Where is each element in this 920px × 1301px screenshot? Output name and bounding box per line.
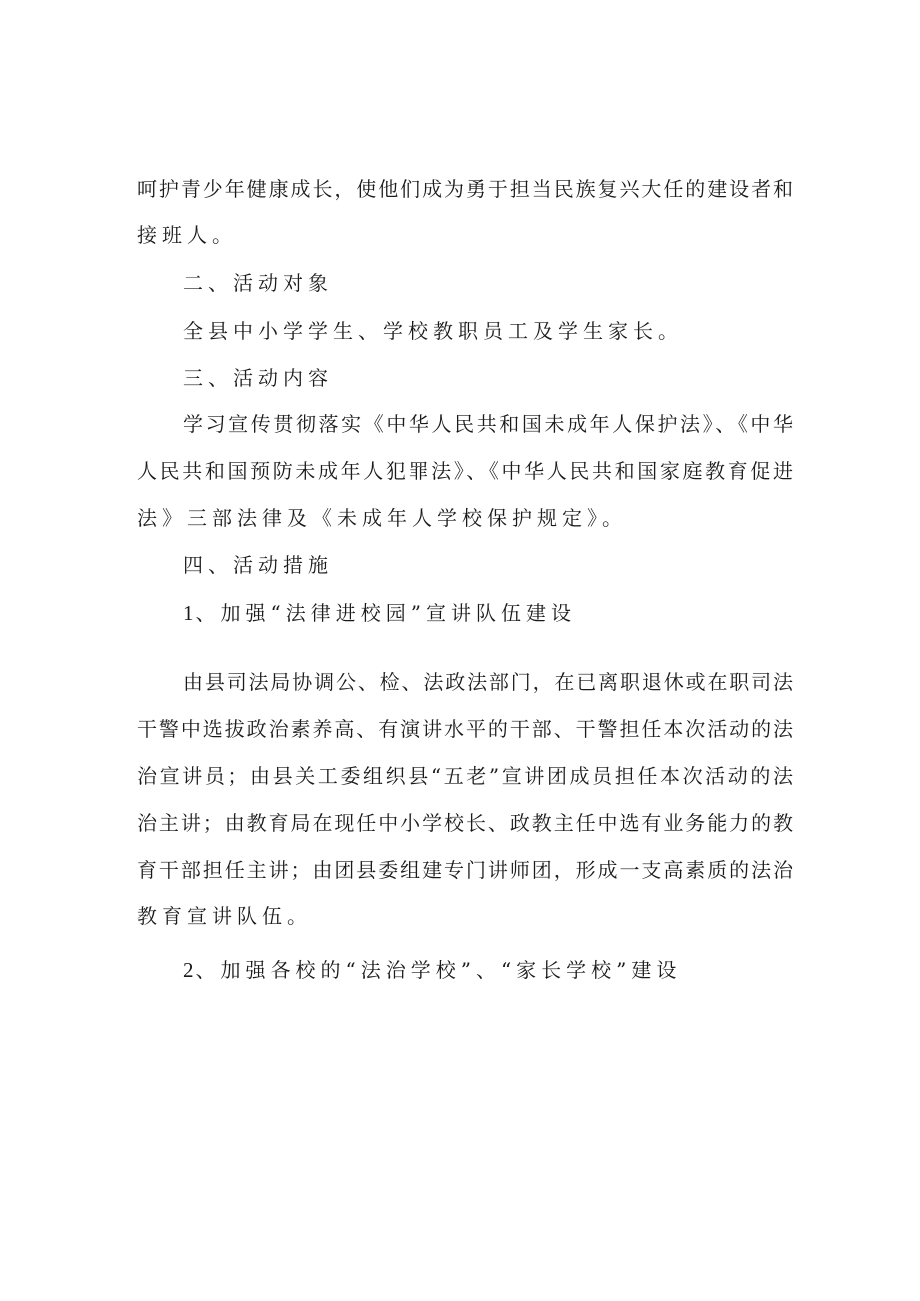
item1-line-4: 治主讲；由教育局在现任中小学校长、政教主任中选有业务能力的教 bbox=[137, 811, 793, 835]
item1-number: 1 bbox=[183, 601, 194, 625]
item1-line-6: 教育宣讲队伍。 bbox=[137, 904, 312, 928]
item2-title: 、加强各校的“法治学校”、“家长学校”建设 bbox=[195, 958, 682, 982]
activity-content-line-1: 学习宣传贯彻落实《中华人民共和国未成年人保护法》、《中华 bbox=[183, 412, 793, 436]
section-heading-activity-measures: 四、活动措施 bbox=[183, 553, 333, 577]
section-heading-target-audience: 二、活动对象 bbox=[183, 271, 333, 295]
item2-number: 2 bbox=[183, 958, 194, 982]
item1-heading bbox=[183, 598, 576, 628]
item1-line-1: 由县司法局协调公、检、法政法部门，在已离职退休或在职司法 bbox=[183, 670, 793, 694]
item1-line-2: 干警中选拔政治素养高、有演讲水平的干部、干警担任本次活动的法 bbox=[137, 717, 793, 741]
item1-line-3: 治宣讲员；由县关工委组织县“五老”宣讲团成员担任本次活动的法 bbox=[137, 764, 793, 788]
intro-line-2: 接班人。 bbox=[137, 223, 237, 247]
intro-line-1: 呵护青少年健康成长，使他们成为勇于担当民族复兴大任的建设者和 bbox=[137, 177, 793, 201]
activity-content-line-2: 人民共和国预防未成年人犯罪法》、《中华人民共和国家庭教育促进 bbox=[137, 459, 793, 483]
target-audience-text: 全县中小学学生、学校教职员工及学生家长。 bbox=[183, 319, 683, 343]
item2-heading bbox=[183, 955, 681, 985]
section-heading-activity-content: 三、活动内容 bbox=[183, 366, 333, 390]
item1-line-5: 育干部担任主讲；由团县委组建专门讲师团，形成一支高素质的法治 bbox=[137, 858, 793, 882]
activity-content-line-3: 法》三部法律及《未成年人学校保护规定》。 bbox=[137, 506, 627, 530]
item1-title: 、加强“法律进校园”宣讲队伍建设 bbox=[195, 601, 576, 625]
